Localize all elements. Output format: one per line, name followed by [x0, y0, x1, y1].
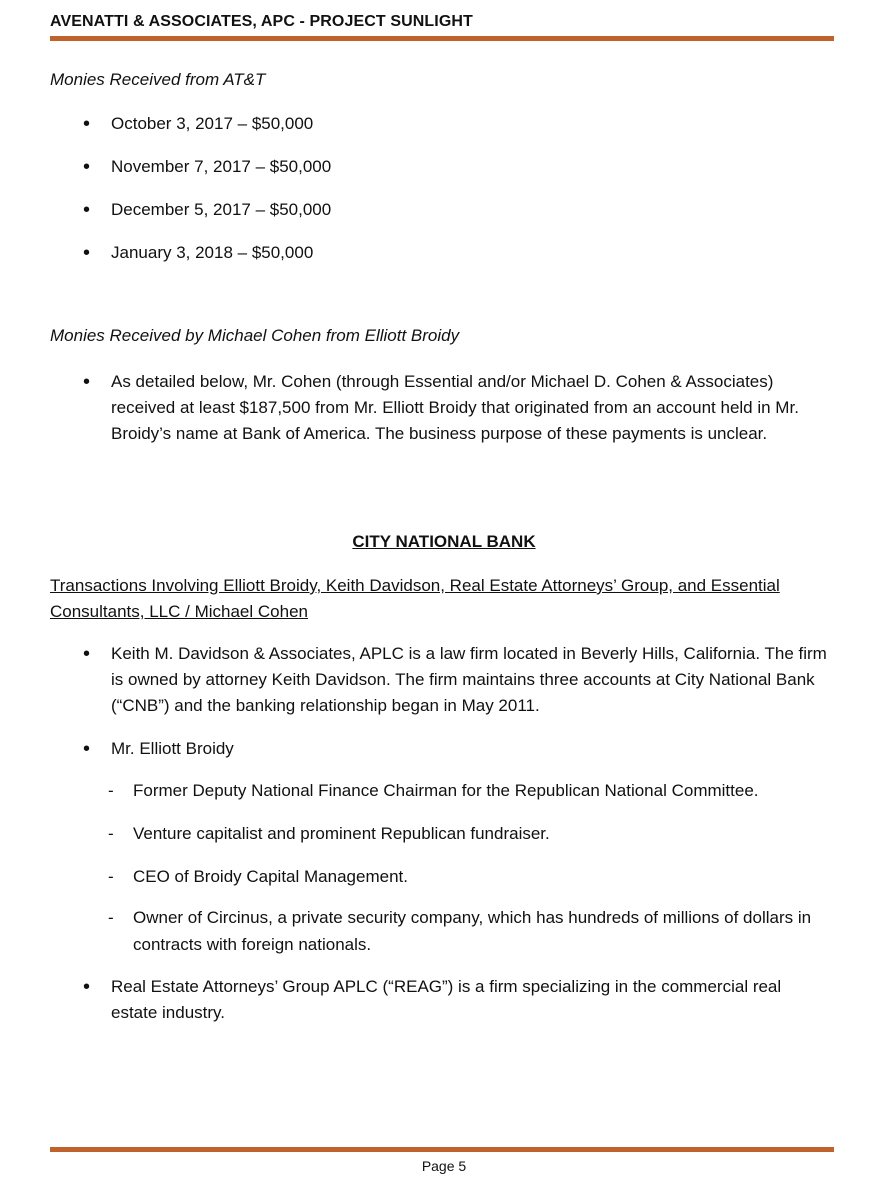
sub-list-item [108, 777, 833, 804]
list-item [83, 197, 833, 223]
list-item [83, 240, 833, 266]
bullet-icon: • [83, 643, 91, 665]
bullet-icon: • [83, 976, 91, 998]
page-header-title: AVENATTI & ASSOCIATES, APC - PROJECT SUNLIGHT [50, 13, 473, 30]
att-section-label: Monies Received from AT&T [50, 70, 266, 89]
davidson-firm-paragraph: Keith M. Davidson & Associates, APLC is a law firm located in Beverly Hills, California. The firm is owned by attorney Keith Davidson. The firm maintains three accounts at City National Bank (“CNB”) and the banking relationship began in May 2011. [111, 644, 827, 715]
att-payment-text: December 5, 2017 – $50,000 [111, 200, 332, 219]
list-item [83, 111, 833, 137]
dash-marker: - [108, 824, 114, 843]
bullet-icon: • [83, 738, 91, 760]
dash-marker: - [108, 781, 114, 800]
sub-list-item [108, 904, 833, 958]
att-payment-text: January 3, 2018 – $50,000 [111, 243, 314, 262]
att-payment-text: October 3, 2017 – $50,000 [111, 114, 314, 133]
bullet-icon: • [83, 156, 91, 178]
broidy-detail-text: Former Deputy National Finance Chairman for the Republican National Committee. [133, 781, 759, 800]
dash-marker: - [108, 867, 114, 886]
bank-section-heading: CITY NATIONAL BANK [352, 532, 536, 551]
list-item [83, 641, 833, 719]
broidy-detail-text: Owner of Circinus, a private security company, which has hundreds of millions of dollars in contracts with foreign nationals. [133, 908, 812, 954]
broidy-payment-paragraph: As detailed below, Mr. Cohen (through Essential and/or Michael D. Cohen & Associates) received at least $187,500 from Mr. Elliott Broidy that originated from an account held in Mr. Broidy’s name at Bank of America. The business purpose of these payments is unclear. [111, 372, 799, 443]
transactions-subheading: Transactions Involving Elliott Broidy, Keith Davidson, Real Estate Attorneys’ Group, and Essential Consultants, LLC / Michael Cohen [50, 576, 780, 621]
bullet-icon: • [83, 199, 91, 221]
broidy-detail-text: CEO of Broidy Capital Management. [133, 867, 408, 886]
broidy-detail-text: Venture capitalist and prominent Republican fundraiser. [133, 824, 550, 843]
broidy-section-label: Monies Received by Michael Cohen from Elliott Broidy [50, 326, 460, 345]
list-item [83, 974, 833, 1026]
broidy-bullet-text: Mr. Elliott Broidy [111, 739, 234, 758]
list-item [83, 736, 833, 762]
sub-list-item [108, 863, 833, 890]
bullet-icon: • [83, 242, 91, 264]
list-item [83, 154, 833, 180]
footer-rule [50, 1147, 834, 1152]
bullet-icon: • [83, 371, 91, 393]
dash-marker: - [108, 908, 114, 927]
att-payment-text: November 7, 2017 – $50,000 [111, 157, 332, 176]
bullet-icon: • [83, 113, 91, 135]
list-item [83, 369, 833, 473]
header-rule [50, 36, 834, 41]
reag-paragraph: Real Estate Attorneys’ Group APLC (“REAG”) is a firm specializing in the commercial real estate industry. [111, 977, 782, 1022]
page-number: Page 5 [421, 1158, 467, 1174]
sub-list-item [108, 820, 833, 847]
